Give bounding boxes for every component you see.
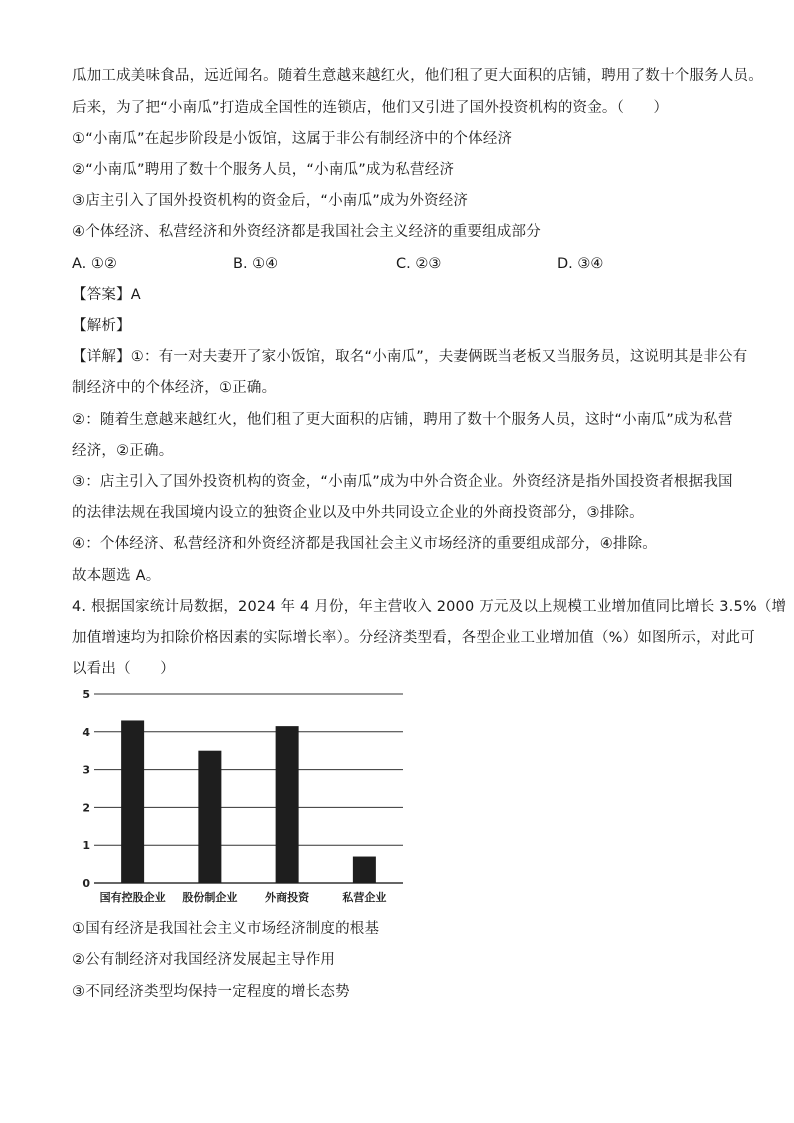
analysis-line-3: ②：随着生意越来越红火，他们租了更大面积的店铺，聘用了数十个服务人员，这时“小南瓜”成为私营 [72, 412, 733, 428]
q4-stem-line-2: 加值增速均为扣除价格因素的实际增长率）。分经济类型看，各型企业工业增加值（%）如图所示，对此可 [72, 630, 755, 646]
chart-category-labels [100, 890, 387, 904]
prev-statement-3: ③店主引入了国外投资机构的资金后，“小南瓜”成为外资经济 [72, 193, 469, 209]
analysis-label: 【解析】 [72, 318, 131, 334]
bar [198, 751, 221, 883]
prev-stem-line-1: 瓜加工成美味食品，远近闻名。随着生意越来越红火，他们租了更大面积的店铺，聘用了数十个服务人员。 [72, 68, 763, 84]
analysis-line-4: 经济，②正确。 [72, 443, 174, 459]
chart-y-ticks [82, 688, 90, 890]
y-tick-label: 4 [82, 725, 90, 739]
answer-label: 【答案】A [72, 287, 141, 303]
q4-statement-3: ③不同经济类型均保持一定程度的增长态势 [72, 984, 350, 1000]
option-a: A. ①② [72, 256, 117, 272]
y-tick-label: 2 [82, 801, 90, 815]
prev-stem-line-2: 后来，为了把“小南瓜”打造成全国性的连锁店，他们又引进了国外投资机构的资金。（ ） [72, 100, 669, 116]
prev-statement-1: ①“小南瓜”在起步阶段是小饭馆，这属于非公有制经济中的个体经济 [72, 131, 513, 147]
analysis-line-2: 制经济中的个体经济，①正确。 [72, 380, 277, 396]
q4-statement-2: ②公有制经济对我国经济发展起主导作用 [72, 952, 336, 968]
analysis-line-1: 【详解】①：有一对夫妻开了家小饭馆，取名“小南瓜”，夫妻俩既当老板又当服务员，这说明其是非公有 [72, 349, 748, 365]
bar [276, 726, 299, 883]
chart-bars [121, 720, 376, 883]
q4-statement-1: ①国有经济是我国社会主义市场经济制度的根基 [72, 921, 380, 937]
category-label: 股份制企业 [182, 891, 238, 904]
category-label: 外商投资 [265, 891, 310, 904]
option-c: C. ②③ [396, 256, 442, 272]
y-tick-label: 5 [82, 688, 90, 701]
y-tick-label: 3 [82, 763, 90, 777]
y-tick-label: 1 [82, 839, 90, 853]
category-label: 私营企业 [342, 891, 387, 904]
prev-statement-2: ②“小南瓜”聘用了数十个服务人员，“小南瓜”成为私营经济 [72, 162, 455, 178]
analysis-line-7: ④：个体经济、私营经济和外资经济都是我国社会主义市场经济的重要组成部分，④排除。 [72, 536, 657, 552]
analysis-line-5: ③：店主引入了国外投资机构的资金，“小南瓜”成为中外合资企业。外资经济是指外国投资者根据我国 [72, 474, 733, 490]
option-d: D. ③④ [557, 256, 604, 272]
option-b: B. ①④ [233, 256, 279, 272]
q4-stem-line-3: 以看出（ ） [72, 661, 175, 677]
prev-statement-4: ④个体经济、私营经济和外资经济都是我国社会主义经济的重要组成部分 [72, 224, 541, 240]
q4-stem-line-1: 4. 根据国家统计局数据，2024 年 4 月份，年主营收入 2000 万元及以上规模工业增加值同比增长 3.5%（增 [72, 599, 787, 615]
y-tick-label: 0 [82, 877, 90, 890]
category-label: 国有控股企业 [99, 891, 166, 904]
bar [121, 720, 144, 883]
industrial-growth-bar-chart [60, 680, 420, 910]
analysis-line-8: 故本题选 A。 [72, 568, 161, 584]
bar [353, 857, 376, 883]
analysis-line-6: 的法律法规在我国境内设立的独资企业以及中外共同设立企业的外商投资部分，③排除。 [72, 505, 644, 521]
